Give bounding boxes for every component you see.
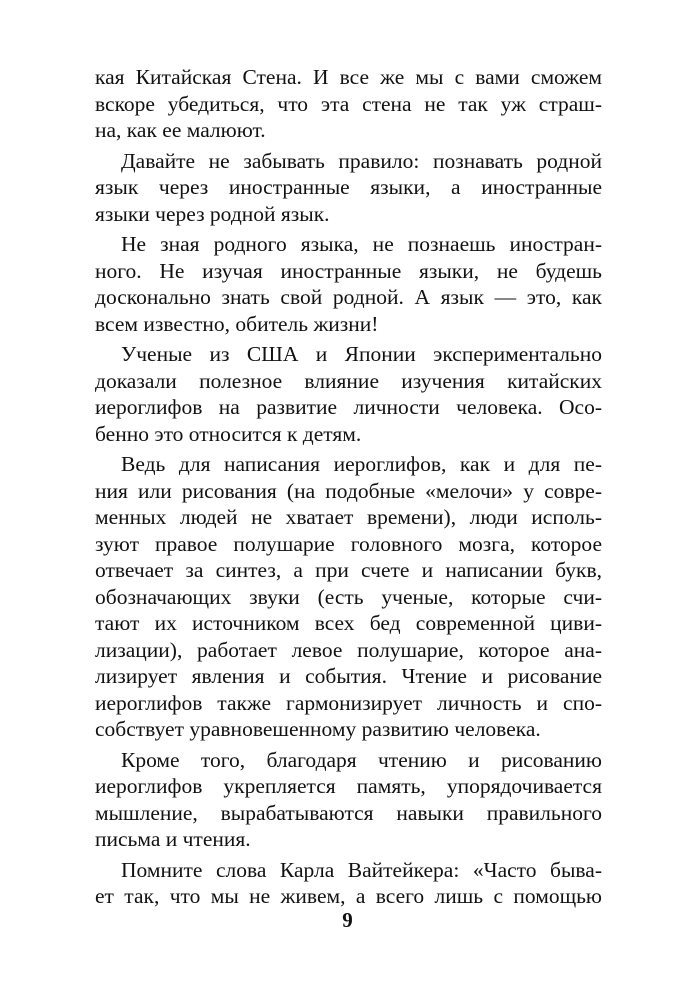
text-line: иероглифов на развитие личности человека. Осо- bbox=[95, 395, 602, 419]
text-line: отвечает за синтез, а при счете и написании букв, bbox=[95, 558, 602, 582]
paragraph bbox=[95, 231, 602, 337]
paragraph bbox=[95, 857, 602, 910]
text-line: доказали полезное влияние изучения китайских bbox=[95, 368, 602, 393]
text-line: ет так, что мы не живем, а всего лишь с помощью bbox=[95, 884, 602, 908]
text-line: собствует уравновешенному развитию человека. bbox=[95, 717, 541, 741]
text-line: язык через иностранные языки, а иностранные bbox=[95, 175, 602, 199]
text-line: письма и чтения. bbox=[95, 827, 251, 851]
text-line: зуют правое полушарие головного мозга, которое bbox=[95, 531, 602, 556]
text-line: иероглифов также гармонизирует личность и спо- bbox=[95, 690, 602, 715]
text-line: Ученые из США и Японии экспериментально bbox=[121, 342, 602, 366]
paragraph bbox=[95, 747, 602, 853]
text-line: ния или рисования (на подобные «мелочи» у совре- bbox=[95, 478, 602, 503]
text-line: Кроме того, благодаря чтению и рисованию bbox=[121, 747, 602, 772]
text-line: менных людей не хватает времени), люди исполь- bbox=[95, 505, 602, 529]
text-line: всем известно, обитель жизни! bbox=[95, 311, 379, 336]
text-line: вскоре убедиться, что эта стена не так уж страш- bbox=[95, 91, 602, 116]
text-line: Помните слова Карла Вайтейкера: «Часто быва- bbox=[121, 857, 602, 882]
paragraph bbox=[95, 148, 602, 228]
text-line: Давайте не забывать правило: познавать родной bbox=[121, 148, 602, 173]
text-line: мышление, вырабатываются навыки правильного bbox=[95, 800, 602, 825]
text-line: лизации), работает левое полушарие, которое ана- bbox=[95, 637, 602, 662]
text-line: обозначающих звуки (есть ученые, которые счи- bbox=[95, 584, 602, 609]
text-line: бенно это относится к детям. bbox=[95, 421, 362, 446]
text-line: досконально знать свой родной. А язык — это, как bbox=[95, 285, 602, 309]
text-line: иероглифов укрепляется память, упорядочивается bbox=[95, 774, 602, 798]
text-line: лизирует явления и события. Чтение и рисование bbox=[95, 664, 602, 688]
paragraph bbox=[95, 64, 602, 144]
text-line: на, как ее малюют. bbox=[95, 118, 266, 142]
page-number: 9 bbox=[342, 908, 353, 932]
page-body bbox=[95, 64, 602, 910]
paragraph bbox=[95, 341, 602, 447]
text-line: языки через родной язык. bbox=[95, 201, 330, 226]
text-line: Не зная родного языка, не познаешь иностран- bbox=[121, 232, 602, 256]
text-line: кая Китайская Стена. И все же мы с вами сможем bbox=[95, 65, 602, 89]
text-line: тают их источником всех бед современной циви- bbox=[95, 611, 602, 635]
text-line: Ведь для написания иероглифов, как и для пе- bbox=[121, 452, 602, 476]
text-line: ного. Не изучая иностранные языки, не будешь bbox=[95, 258, 602, 283]
paragraph bbox=[95, 451, 602, 743]
